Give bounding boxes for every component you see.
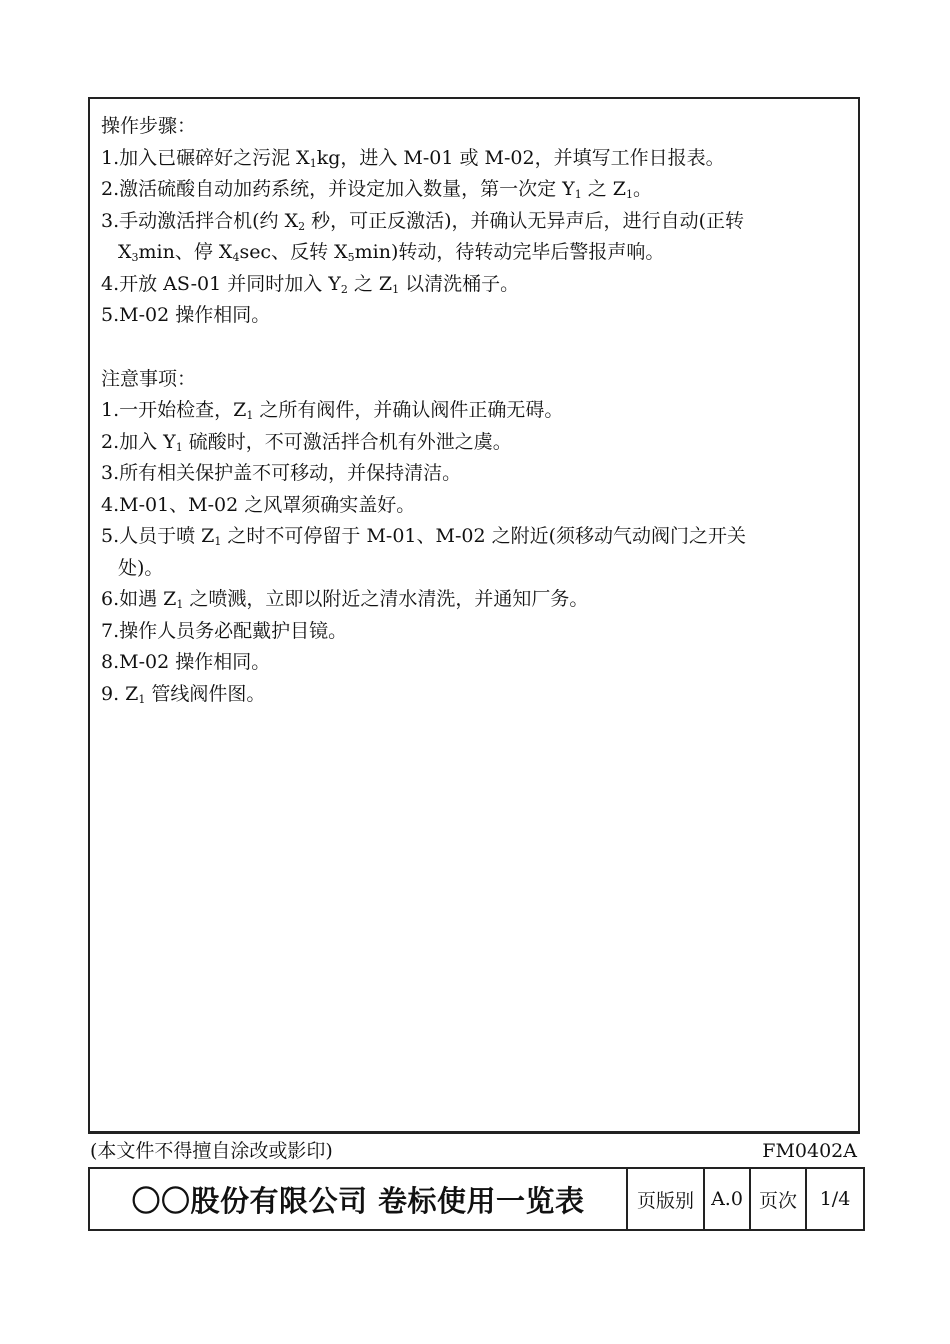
procedure-step-2	[101, 174, 853, 206]
content-frame	[88, 97, 860, 1134]
text-run: min)转动，待转动完毕后警报声响。	[354, 241, 665, 263]
note-item-5-line-1	[101, 521, 853, 553]
note-item-2	[101, 427, 853, 459]
title-bar	[88, 1167, 865, 1231]
form-code: FM0402A	[762, 1140, 857, 1162]
text-run: 9. Z	[101, 682, 139, 705]
procedure-step-4	[101, 269, 853, 301]
text-run: 。	[633, 178, 653, 200]
procedure-step-3-line-2	[101, 237, 853, 269]
text-run: min、停 X	[138, 241, 233, 263]
subscript: 1	[246, 409, 254, 422]
procedure-heading: 操作步骤：	[101, 115, 197, 137]
text-run: 之喷溅，立即以附近之清水清洗，并通知厂务。	[183, 588, 589, 610]
subscript: 5	[347, 251, 355, 264]
document-body	[101, 111, 853, 710]
subscript: 2	[298, 219, 306, 233]
page-number: 1/4	[806, 1168, 864, 1230]
text-run: 以清洗桶子。	[399, 272, 520, 295]
note-item-3: 3.所有相关保护盖不可移动，并保持清洁。	[101, 462, 462, 484]
subscript: 3	[131, 251, 139, 264]
note-item-8: 8.M-02 操作相同。	[101, 651, 271, 673]
subscript: 1	[214, 535, 222, 548]
version-label: 页版别	[627, 1168, 704, 1230]
note-item-6	[101, 584, 853, 616]
section-spacer	[101, 332, 853, 364]
note-item-4: 4.M-01、M-02 之风罩须确实盖好。	[101, 493, 416, 516]
text-run: 3.手动激活拌合机(约 X	[101, 209, 299, 232]
procedure-step-3-line-1	[101, 206, 853, 238]
subscript: 1	[309, 156, 317, 170]
text-run: X	[118, 241, 132, 263]
subscript: 1	[138, 692, 146, 706]
text-run: 4.开放 AS-01 并同时加入 Y	[101, 272, 341, 295]
note-item-9	[101, 679, 853, 711]
document-title: 〇〇股份有限公司 卷标使用一览表	[89, 1168, 627, 1230]
text-run: sec、反转 X	[239, 241, 348, 263]
subscript: 1	[626, 188, 633, 201]
text-run: 之时不可停留于 M-01、M-02 之附近(须移动气动阀门之开关	[221, 525, 747, 547]
text-run: 2.加入 Y	[101, 430, 176, 453]
note-item-5-line-2: 处)。	[118, 556, 164, 579]
notes-heading: 注意事项：	[101, 367, 197, 390]
subscript: 1	[175, 440, 183, 454]
text-run: 6.如遇 Z	[101, 588, 177, 610]
subscript: 1	[176, 598, 184, 611]
text-run: 之所有阀件，并确认阀件正确无碍。	[253, 399, 564, 421]
procedure-step-1	[101, 143, 853, 175]
page-label: 页次	[750, 1168, 806, 1230]
text-run: 秒，可正反激活)，并确认无异声后，进行自动(正转	[305, 209, 744, 232]
text-run: 之 Z	[347, 272, 393, 295]
text-run: 1.加入已碾碎好之污泥 X	[101, 146, 310, 169]
subscript: 2	[340, 282, 348, 296]
note-item-7: 7.操作人员务必配戴护目镜。	[101, 619, 348, 642]
text-run: 管线阀件图。	[145, 682, 266, 705]
text-run: 硫酸时，不可激活拌合机有外泄之虞。	[182, 430, 512, 453]
procedure-step-5: 5.M-02 操作相同。	[101, 304, 271, 326]
text-run: kg，进入 M-01 或 M-02，并填写工作日报表。	[316, 146, 725, 169]
text-run: 之 Z	[581, 178, 626, 200]
text-run: 1.一开始检查，Z	[101, 399, 247, 421]
text-run: 2.激活硫酸自动加药系统，并设定加入数量，第一次定 Y	[101, 178, 575, 200]
subscript: 1	[574, 188, 582, 201]
subscript: 4	[232, 251, 240, 264]
note-item-1	[101, 395, 853, 427]
copy-restriction-note: (本文件不得擅自涂改或影印)	[90, 1140, 333, 1162]
text-run: 5.人员于喷 Z	[101, 525, 215, 547]
subscript: 1	[392, 282, 400, 296]
version-value: A.0	[704, 1168, 750, 1230]
